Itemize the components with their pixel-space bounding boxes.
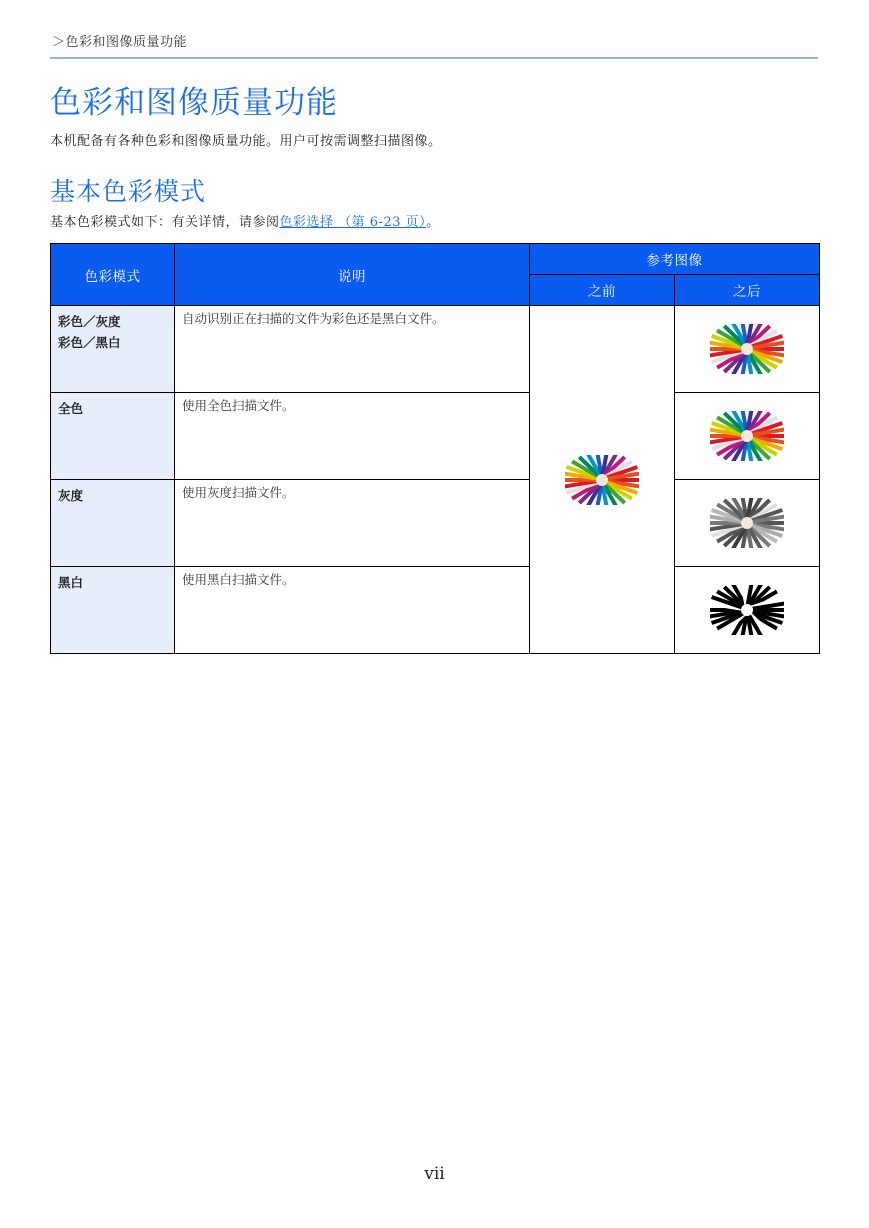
table-row [51, 393, 820, 480]
mode-label: 彩色／灰度 [58, 314, 121, 329]
color-mode-table [50, 243, 820, 654]
black-white-pencils-image [710, 585, 784, 635]
description-cell: 使用全色扫描文件。 [175, 393, 530, 480]
color-pencils-image [710, 324, 784, 374]
table-row [51, 567, 820, 654]
pencil-tips-center [596, 474, 608, 486]
mode-label: 灰度 [58, 488, 84, 503]
pencil-tips-center [741, 604, 753, 616]
header-before: 之前 [530, 275, 675, 306]
section-intro-suffix: 。 [426, 215, 440, 230]
mode-cell [51, 480, 175, 567]
description-cell: 使用灰度扫描文件。 [175, 480, 530, 567]
description-cell: 使用黑白扫描文件。 [175, 567, 530, 654]
mode-cell [51, 393, 175, 480]
after-image-cell [675, 306, 820, 393]
breadcrumb[interactable]: ＞色彩和图像质量功能 [52, 35, 188, 50]
header-description: 说明 [175, 244, 530, 306]
description-cell: 自动识别正在扫描的文件为彩色还是黑白文件。 [175, 306, 530, 393]
color-pencils-image [710, 411, 784, 461]
pencil-tips-center [741, 343, 753, 355]
before-image-cell [530, 306, 675, 654]
header-divider [50, 57, 818, 59]
mode-cell [51, 567, 175, 654]
intro-text: 本机配备有各种色彩和图像质量功能。用户可按需调整扫描图像。 [50, 134, 442, 149]
header-reference-image: 参考图像 [530, 244, 820, 275]
color-pencils-image [565, 455, 639, 505]
mode-label: 全色 [58, 401, 84, 416]
table-row [51, 306, 820, 393]
page-number: vii [424, 1164, 445, 1184]
after-image-cell [675, 393, 820, 480]
after-image-cell [675, 567, 820, 654]
header-color-mode: 色彩模式 [51, 244, 175, 306]
color-selection-link[interactable]: 色彩选择 （第 6-23 页） [279, 215, 427, 230]
after-image-cell [675, 480, 820, 567]
header-after: 之后 [675, 275, 820, 306]
grayscale-pencils-image [710, 498, 784, 548]
section-intro [50, 211, 440, 230]
pencil-tips-center [741, 517, 753, 529]
section-intro-prefix: 基本色彩模式如下：有关详情，请参阅 [50, 215, 280, 230]
pencil-tips-center [741, 430, 753, 442]
mode-cell [51, 306, 175, 393]
section-title: 基本色彩模式 [50, 177, 207, 206]
mode-label: 黑白 [58, 575, 84, 590]
table-row [51, 480, 820, 567]
mode-label: 彩色／黑白 [58, 335, 121, 350]
page-title: 色彩和图像质量功能 [50, 85, 338, 121]
